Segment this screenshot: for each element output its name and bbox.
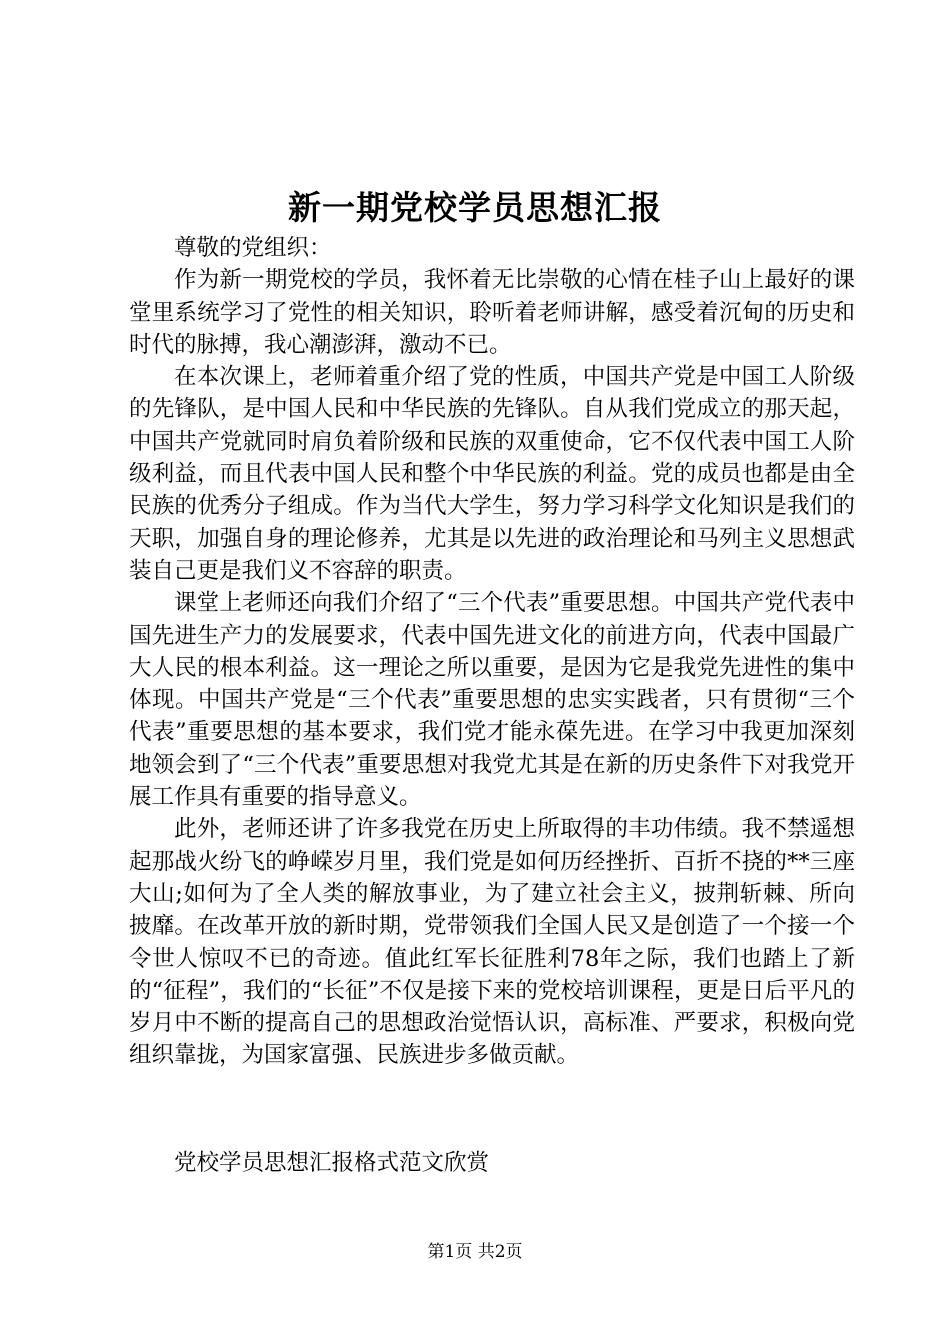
paragraph-3: 课堂上老师还向我们介绍了“三个代表”重要思想。中国共产党代表中国先进生产力的发展要求，代表中国先进文化的前进方向，代表中国最广大人民的根本利益。这一理论之所以重要，是因为它是我党先进性的集中体现。中国共产党是“三个代表”重要思想的忠实实践者，只有贯彻“三个代表”重要思想的基本要求，我们党才能永葆先进。在学习中我更加深刻地领会到了“三个代表”重要思想对我党尤其是在新的历史条件下对我党开展工作具有重要的指导意义。 [129,590,855,811]
document-title: 新一期党校学员思想汇报 [288,188,662,227]
paragraph-4: 此外，老师还讲了许多我党在历史上所取得的丰功伟绩。我不禁遥想起那战火纷飞的峥嵘岁月里，我们党是如何历经挫折、百折不挠的**三座大山;如何为了全人类的解放事业，为了建立社会主义，披荆斩棘、所向披靡。在改革开放的新时期，党带领我们全国人民又是创造了一个接一个令世人惊叹不已的奇迹。值此红军长征胜利78年之际，我们也踏上了新的“征程”，我们的“长征”不仅是接下来的党校培训课程，更是日后平凡的岁月中不断的提高自己的思想政治觉悟认识，高标准、严要求，积极向党组织靠拢，为国家富强、民族进步多做贡献。 [129,816,855,1069]
paragraph-2: 在本次课上，老师着重介绍了党的性质，中国共产党是中国工人阶级的先锋队，是中国人民和中华民族的先锋队。自从我们党成立的那天起，中国共产党就同时肩负着阶级和民族的双重使命，它不仅代表中国工人阶级利益，而且代表中国人民和整个中华民族的利益。党的成员也都是由全民族的优秀分子组成。作为当代大学生，努力学习科学文化知识是我们的天职，加强自身的理论修养，尤其是以先进的政治理论和马列主义思想武装自己更是我们义不容辞的职责。 [129,364,855,584]
page-indicator: 第1页 共2页 [427,1242,523,1262]
document-body [129,232,855,1072]
closing-line: 党校学员思想汇报格式范文欣赏 [174,1150,490,1176]
salutation: 尊敬的党组织： [174,235,332,261]
paragraph-1: 作为新一期党校的学员，我怀着无比崇敬的心情在桂子山上最好的课堂里系统学习了党性的相关知识，聆听着老师讲解，感受着沉甸的历史和时代的脉搏，我心潮澎湃，激动不已。 [129,267,855,358]
